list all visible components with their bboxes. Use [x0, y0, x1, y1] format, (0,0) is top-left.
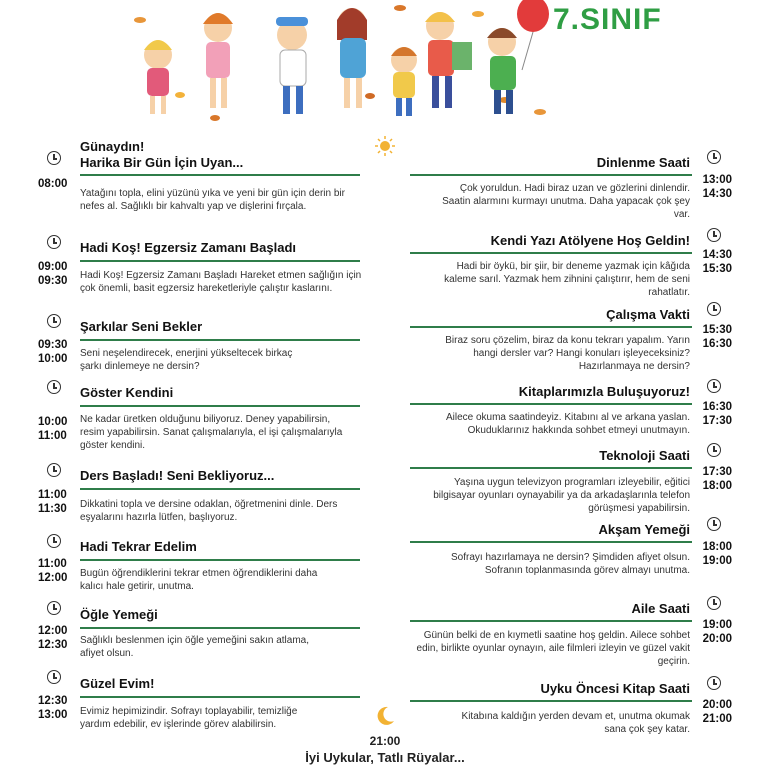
time-range: [690, 465, 732, 493]
entry-title: Teknoloji Saati: [599, 448, 690, 463]
entry-description: Sofrayı hazırlamaya ne dersin? Şimdiden afiyet olsun. Sofranın toplanmasında görev almayı unutma.: [450, 552, 690, 576]
entry-description: Bugün öğrendiklerini tekrar etmen öğrendiklerini daha kalıcı hale getirir, unutma.: [80, 568, 318, 592]
header-illustration: [0, 0, 768, 128]
divider: [80, 174, 360, 176]
good-night-text: İyi Uykular, Tatlı Rüyalar...: [305, 750, 465, 765]
entry-title: Uyku Öncesi Kitap Saati: [540, 681, 690, 696]
entry-title: Göster Kendini: [80, 385, 174, 400]
entry-description: Seni neşelendirecek, enerjini yükseltecek birkaç şarkı dinlemeye ne dersin?: [80, 348, 293, 372]
entry-description: Dikkatini topla ve dersine odaklan, öğretmenini dinle. Ders eşyalarını hazırla lütfen, başlıyoruz.: [80, 499, 338, 523]
time-range: [38, 557, 67, 585]
end-time: 15:30: [702, 263, 732, 275]
end-time: 18:00: [702, 480, 732, 492]
time-range: [690, 618, 732, 646]
clock-icon: [707, 596, 721, 610]
time-range: [690, 323, 732, 351]
divider: [410, 620, 692, 622]
start-time: 19:00: [702, 619, 732, 631]
start-time: 09:30: [38, 339, 68, 351]
time-range: [38, 415, 67, 443]
end-time: 09:30: [38, 275, 68, 287]
time-range: [38, 260, 67, 288]
entry-description: Günün belki de en kıymetli saatine hoş geldin. Ailece sohbet edin, birlikte oyunlar oynayın, aile filmleri izleyin ve güzel vakit geçirin.: [416, 630, 690, 667]
time-range: [38, 488, 67, 516]
start-time: 20:00: [702, 699, 732, 711]
entry-title: Ders Başladı! Seni Bekliyoruz...: [80, 468, 275, 483]
entry-description: Evimiz hepimizindir. Sofrayı toplayabilir, temizliğe yardım edebilir, ev işlerinde görev alabilirsin.: [80, 706, 298, 730]
bedtime: 21:00: [369, 734, 401, 748]
entry-title: Şarkılar Seni Bekler: [80, 319, 203, 334]
end-time: 12:30: [38, 639, 68, 651]
clock-icon: [707, 302, 721, 316]
entry-title: Aile Saati: [631, 601, 690, 616]
time-range: [38, 177, 67, 191]
divider: [80, 260, 360, 262]
start-time: 17:30: [702, 466, 732, 478]
entry-description: Biraz soru çözelim, biraz da konu tekrarı yapalım. Yarın hangi dersler var? Hangi konuları işleyeceksiniz? Hazırlanmaya ne dersin?: [445, 335, 690, 372]
entry-title: Hadi Koş! Egzersiz Zamanı Başladı: [80, 240, 297, 255]
end-time: 20:00: [702, 633, 732, 645]
clock-icon: [47, 463, 61, 477]
divider: [410, 467, 692, 469]
clock-icon: [47, 601, 61, 615]
entry-description: Kitabına kaldığın yerden devam et, unutma okumak sana çok şey katar.: [461, 711, 690, 735]
time-range: [690, 248, 732, 276]
divider: [410, 700, 692, 702]
end-time: 16:30: [702, 338, 732, 350]
end-time: 13:00: [38, 709, 68, 721]
end-time: 21:00: [702, 713, 732, 725]
end-time: 17:30: [702, 415, 732, 427]
entry-title: Çalışma Vakti: [606, 307, 690, 322]
divider: [80, 405, 360, 407]
time-range: [38, 694, 67, 722]
start-time: 13:00: [702, 174, 732, 186]
end-time: 11:00: [38, 430, 67, 442]
end-time: 10:00: [38, 353, 68, 365]
end-time: 14:30: [702, 188, 732, 200]
entry-description: Hadi bir öykü, bir şiir, bir deneme yazmak için kâğıda kaleme sarıl. Yazmak hem zihnini çalıştırır, hem de seni rahatlatır.: [444, 261, 690, 298]
divider: [410, 541, 692, 543]
clock-icon: [47, 534, 61, 548]
time-range: [38, 624, 67, 652]
entry-description: Çok yoruldun. Hadi biraz uzan ve gözlerini dinlendir. Saatin alarmını kurmayı unutma. Daha yapacak çok şey var.: [442, 183, 690, 220]
divider: [410, 174, 692, 176]
sun-icon: [375, 136, 395, 156]
start-time: 10:00: [38, 416, 68, 428]
clock-icon: [707, 443, 721, 457]
grade-label: 7.SINIF: [553, 3, 662, 36]
end-time: 19:00: [702, 555, 732, 567]
start-time: 14:30: [702, 249, 732, 261]
entry-title: Hadi Tekrar Edelim: [80, 539, 197, 554]
entry-title-line2: Harika Bir Gün İçin Uyan...: [80, 155, 244, 170]
entry-description: Yaşına uygun televizyon programları izleyebilir, eğitici bilgisayar oyunları oynayabilir ya da arkadaşlarınla telefon görüşmesi yapabilirsin.: [433, 477, 690, 514]
entry-description: Ailece okuma saatindeyiz. Kitabını al ve arkana yaslan. Okuduklarınız hakkında sohbet etmeyi unutmayın.: [445, 412, 690, 436]
divider: [410, 326, 692, 328]
entry-title: Kitaplarımızla Buluşuyoruz!: [518, 384, 690, 399]
clock-icon: [47, 380, 61, 394]
divider: [80, 339, 360, 341]
entry-title: Dinlenme Saati: [596, 155, 690, 170]
start-time: 09:00: [38, 261, 68, 273]
entry-description: Ne kadar üretken olduğunu biliyoruz. Deney yapabilirsin, resim yapabilirsin. Sanat çalışmalarıyla, el işi çalışmalarıyla göster kendini.: [80, 414, 343, 451]
divider: [80, 627, 360, 629]
clock-icon: [47, 151, 61, 165]
divider: [410, 252, 692, 254]
divider: [80, 696, 360, 698]
clock-icon: [707, 150, 721, 164]
start-time: 08:00: [38, 178, 68, 190]
divider: [410, 403, 692, 405]
start-time: 15:30: [702, 324, 732, 336]
end-time: 11:30: [38, 503, 67, 515]
start-time: 18:00: [702, 541, 732, 553]
entry-description: Hadi Koş! Egzersiz Zamanı Başladı Hareket etmen sağlığın için çok önemli, basit egzersiz hareketleriyle çalıştır kaslarını.: [80, 270, 362, 294]
time-range: [690, 400, 732, 428]
time-range: [690, 698, 732, 726]
entry-title: Öğle Yemeği: [80, 607, 158, 622]
clock-icon: [707, 228, 721, 242]
moon-icon: [374, 705, 396, 727]
start-time: 12:30: [38, 695, 68, 707]
time-range: [38, 338, 67, 366]
start-time: 11:00: [38, 558, 67, 570]
end-time: 12:00: [38, 572, 68, 584]
start-time: 11:00: [38, 489, 67, 501]
divider: [80, 488, 360, 490]
start-time: 16:30: [702, 401, 732, 413]
time-range: [690, 173, 732, 201]
entry-description: Yatağını topla, elini yüzünü yıka ve yeni bir gün için derin bir nefes al. Sağlıklı bir kahvaltı yap ve dişlerini fırçala.: [80, 188, 345, 212]
clock-icon: [707, 517, 721, 531]
entry-title: Akşam Yemeği: [598, 522, 690, 537]
clock-icon: [707, 676, 721, 690]
clock-icon: [47, 235, 61, 249]
entry-title: Güzel Evim!: [80, 676, 155, 691]
clock-icon: [707, 379, 721, 393]
clock-icon: [47, 670, 61, 684]
entry-description: Sağlıklı beslenmen için öğle yemeğini sakın atlama, afiyet olsun.: [80, 635, 310, 659]
clock-icon: [47, 314, 61, 328]
time-range: [690, 540, 732, 568]
divider: [80, 559, 360, 561]
entry-title: Kendi Yazı Atölyene Hoş Geldin!: [490, 233, 690, 248]
start-time: 12:00: [38, 625, 68, 637]
entry-title: Günaydın!: [80, 139, 145, 154]
